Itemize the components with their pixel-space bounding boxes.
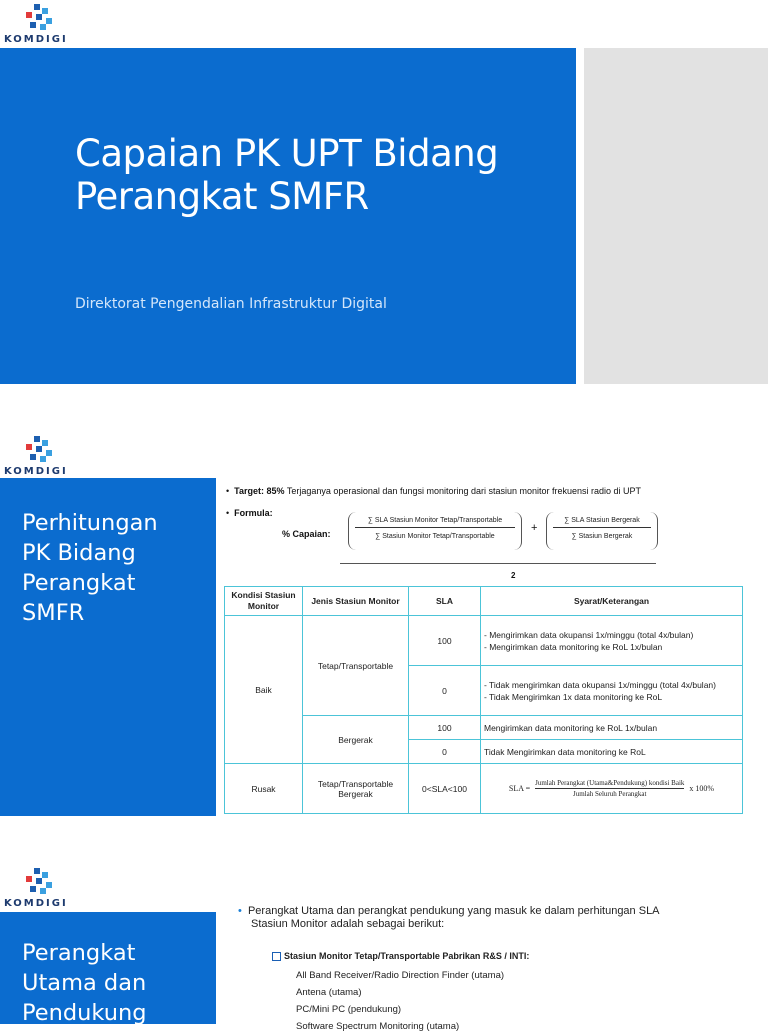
komdigi-logo-icon <box>22 868 58 898</box>
logo-wordmark: KOMDIGI <box>4 34 68 45</box>
target-description: Terjaganya operasional dan fungsi monitoring dari stasiun monitor frekuensi radio di UPT <box>286 486 642 496</box>
jenis-bergerak: Bergerak <box>303 716 409 764</box>
kondisi-rusak: Rusak <box>225 764 303 814</box>
fraction-numerator: ∑ SLA Stasiun Bergerak <box>553 517 651 528</box>
target-value: 85% <box>266 486 285 496</box>
table-header: Syarat/Keterangan <box>481 587 743 616</box>
logo-wordmark: KOMDIGI <box>4 466 68 477</box>
target-label: Target <box>234 486 261 496</box>
grey-side-panel <box>584 48 768 384</box>
fraction-denominator: ∑ Stasiun Bergerak <box>571 533 633 540</box>
slide-3-subheading: Stasiun Monitor Tetap/Transportable Pabrikan R&S / INTI: <box>272 951 529 961</box>
list-item: Software Spectrum Monitoring (utama) <box>296 1021 460 1032</box>
target-line: • Target: 85% Terjaganya operasional dan fungsi monitoring dari stasiun monitor frekuensi radio di UPT <box>226 486 642 496</box>
komdigi-logo-icon <box>22 436 58 466</box>
sla-range: 0<SLA<100 <box>409 764 481 814</box>
table-header: Kondisi Stasiun Monitor <box>225 587 303 616</box>
formula-label: Formula <box>234 508 270 518</box>
slide-1-subtitle: Direktorat Pengendalian Infrastruktur Digital <box>75 296 387 312</box>
table-row <box>225 616 743 666</box>
fraction-numerator: ∑ SLA Stasiun Monitor Tetap/Transportable <box>355 517 515 528</box>
table-header: SLA <box>409 587 481 616</box>
kondisi-baik: Baik <box>225 616 303 764</box>
slide-1-title-line-1: Capaian PK UPT Bidang <box>75 132 499 175</box>
slide-1-title <box>75 132 555 218</box>
keterangan: Tidak Mengirimkan data monitoring ke RoL <box>481 740 743 764</box>
sla-formula: SLA = Jumlah Perangkat (Utama&Pendukung) kondisi Baik Jumlah Seluruh Perangkat x 100% <box>481 764 743 814</box>
logo-wordmark: KOMDIGI <box>4 898 68 909</box>
sla-value: 100 <box>409 616 481 666</box>
formula-fraction-tetap <box>348 512 522 550</box>
side-title-line: Utama dan <box>22 970 147 996</box>
list-item: All Band Receiver/Radio Direction Finder (utama) <box>296 970 505 981</box>
side-title-line: Perangkat <box>22 940 136 966</box>
slide-3-bullet: • Perangkat Utama dan perangkat pendukung yang masuk ke dalam perhitungan SLA Stasiun Monitor adalah sebagai berikut: <box>238 905 660 930</box>
jenis-tetap: Tetap/Transportable <box>303 616 409 716</box>
formula-fraction-bergerak <box>546 512 658 550</box>
bullet-icon: • <box>226 486 235 496</box>
table-row <box>225 716 743 740</box>
slide-gap <box>0 816 768 864</box>
slide-3-side-title <box>22 938 212 1024</box>
keterangan: - Tidak mengirimkan data okupansi 1x/minggu (total 4x/bulan) - Tidak Mengirimkan 1x data monitoring ke RoL <box>481 666 743 716</box>
jenis-tetap-bergerak: Tetap/Transportable Bergerak <box>303 764 409 814</box>
list-item: PC/Mini PC (pendukung) <box>296 1004 402 1015</box>
side-title-line: PK Bidang <box>22 540 136 566</box>
sla-value: 0 <box>409 740 481 764</box>
table-header: Jenis Stasiun Monitor <box>303 587 409 616</box>
slide-gap <box>0 386 768 432</box>
bullet-icon: • <box>226 508 235 518</box>
capaian-label: % Capaian: <box>282 529 331 539</box>
side-title-line: Pendukung <box>22 1000 147 1024</box>
komdigi-logo-icon <box>22 4 58 34</box>
fraction-denominator: ∑ Stasiun Monitor Tetap/Transportable <box>375 533 495 540</box>
sla-value: 0 <box>409 666 481 716</box>
table-row <box>225 764 743 814</box>
list-item: Antena (utama) <box>296 987 362 998</box>
keterangan: - Mengirimkan data okupansi 1x/minggu (total 4x/bulan) - Mengirimkan data monitoring ke RoL 1x/bulan <box>481 616 743 666</box>
sla-table <box>224 586 743 814</box>
formula-main-divider <box>340 563 656 564</box>
sla-value: 100 <box>409 716 481 740</box>
komdigi-logo <box>4 868 84 912</box>
table-header-row <box>225 587 743 616</box>
side-title-line: SMFR <box>22 600 85 626</box>
bullet-icon: • <box>238 905 248 917</box>
formula-divisor: 2 <box>511 571 516 580</box>
slide-1 <box>0 0 768 386</box>
side-title-line: Perangkat <box>22 570 136 596</box>
item-list <box>296 967 504 1035</box>
komdigi-logo <box>4 4 84 48</box>
slide-1-title-line-2: Perangkat SMFR <box>75 175 369 218</box>
keterangan: Mengirimkan data monitoring ke RoL 1x/bulan <box>481 716 743 740</box>
checkbox-square-icon <box>272 952 281 961</box>
slide-2-side-title <box>22 508 212 628</box>
formula-plus: + <box>531 522 538 534</box>
komdigi-logo <box>4 436 84 480</box>
formula-line: • Formula: <box>226 508 273 518</box>
side-title-line: Perhitungan <box>22 510 158 536</box>
